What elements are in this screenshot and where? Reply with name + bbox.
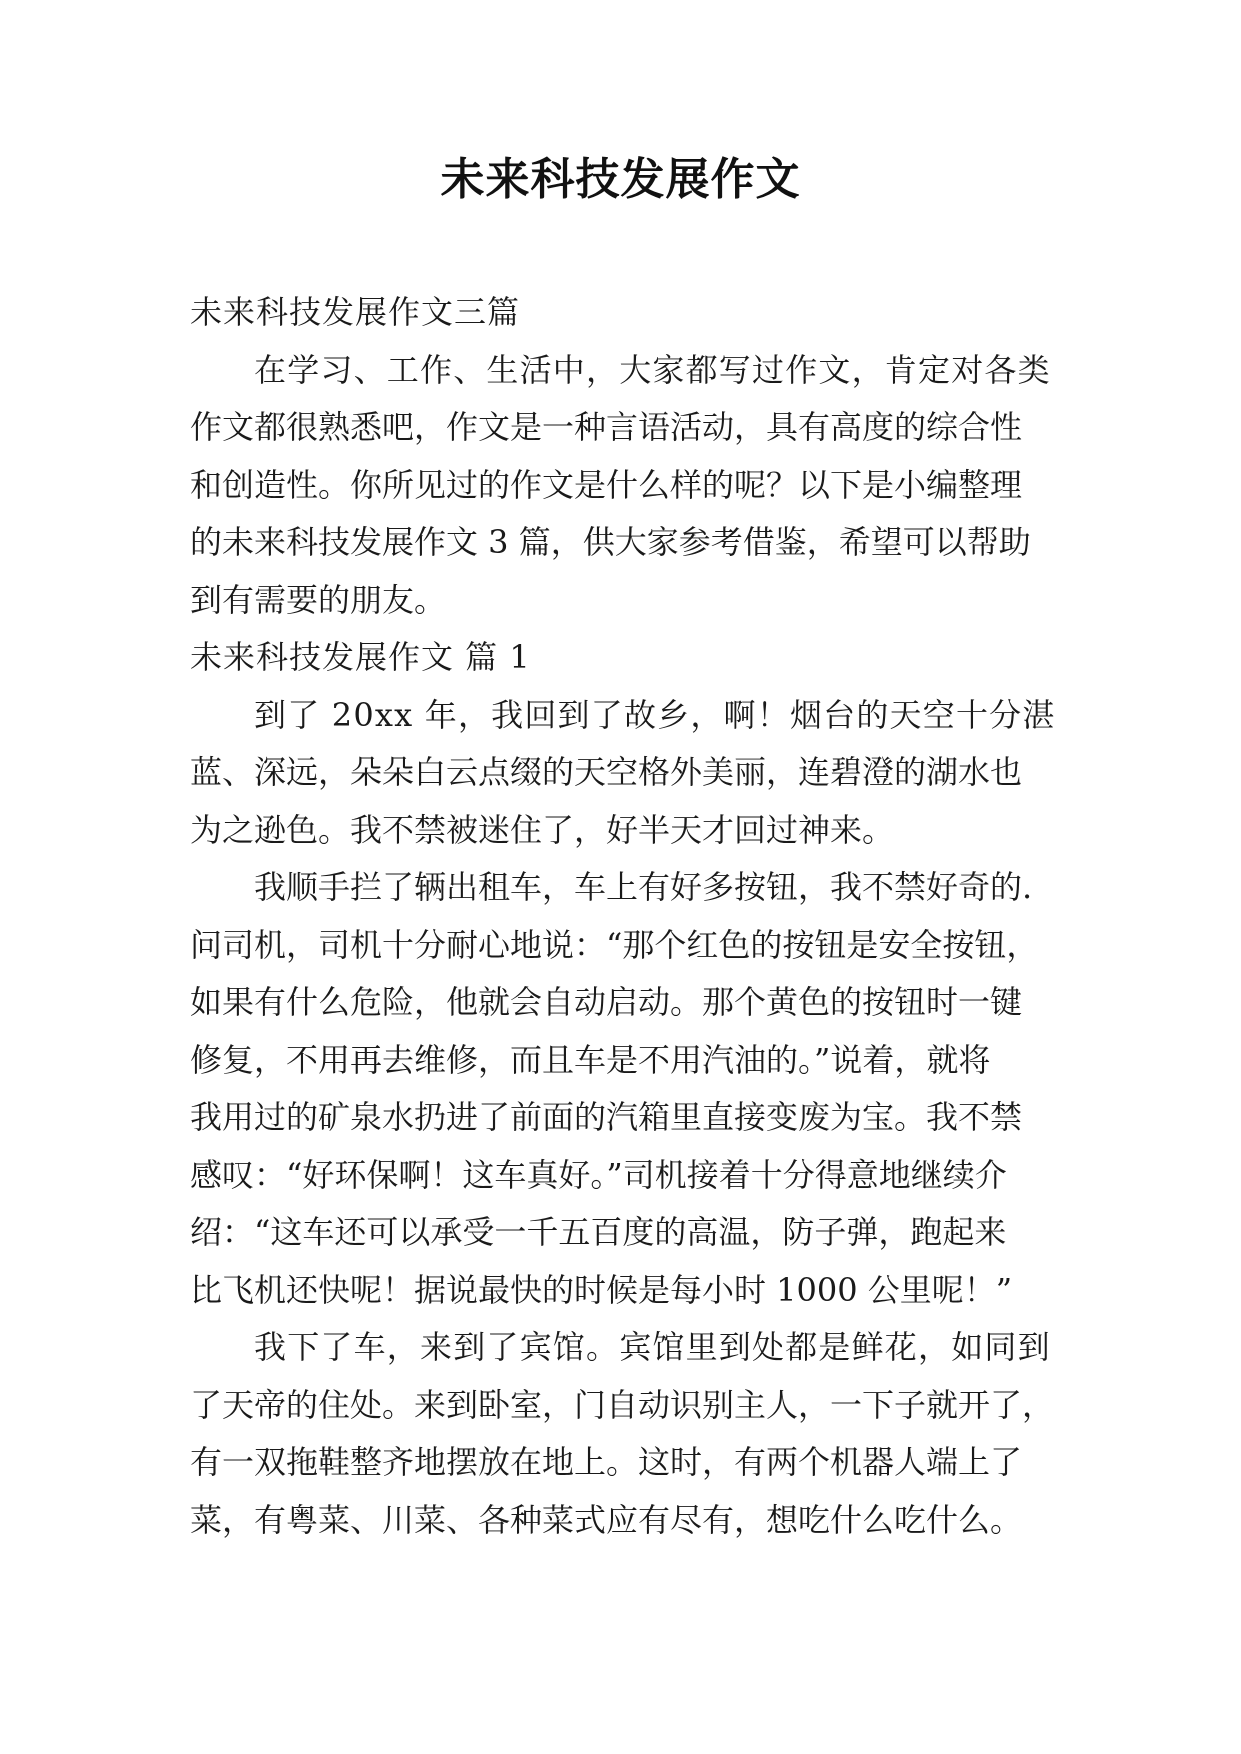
document-body xyxy=(190,284,1066,1549)
text-line: 和创造性。你所见过的作文是什么样的呢？以下是小编整理 xyxy=(190,465,1023,504)
text-line: 为之逊色。我不禁被迷住了，好半天才回过神来。 xyxy=(190,810,895,849)
text-line: 菜，有粤菜、川菜、各种菜式应有尽有，想吃什么吃什么。 xyxy=(190,1500,1023,1539)
text-line: 了天帝的住处。来到卧室，门自动识别主人，一下子就开了， xyxy=(190,1385,1055,1424)
text-line: 如果有什么危险，他就会自动启动。那个黄色的按钮时一键 xyxy=(190,983,1023,1021)
text-line: 的未来科技发展作文 3 篇，供大家参考借鉴，希望可以帮助 xyxy=(190,523,1031,561)
text-line: 我顺手拦了辆出租车，车上有好多按钮，我不禁好奇的. xyxy=(254,868,1033,906)
text-line: 我用过的矿泉水扔进了前面的汽箱里直接变废为宝。我不禁 xyxy=(190,1098,1023,1136)
text-line: 感叹：“好环保啊！这车真好。”司机接着十分得意地继续介 xyxy=(190,1155,1007,1194)
text-line: 在学习、工作、生活中，大家都写过作文，肯定对各类 xyxy=(254,350,1051,389)
text-line: 到了 20xx 年，我回到了故乡，啊！烟台的天空十分湛 xyxy=(254,695,1056,734)
text-line: 作文都很熟悉吧，作文是一种言语活动，具有高度的综合性 xyxy=(190,408,1023,446)
text-line: 比飞机还快呢！据说最快的时候是每小时 1000 公里呢！” xyxy=(190,1270,1013,1309)
text-line: 有一双拖鞋整齐地摆放在地上。这时，有两个机器人端上了 xyxy=(190,1443,1023,1481)
text-line: 我下了车，来到了宾馆。宾馆里到处都是鲜花，如同到 xyxy=(254,1328,1051,1366)
text-line: 问司机，司机十分耐心地说：“那个红色的按钮是安全按钮， xyxy=(190,925,1039,964)
text-line: 修复，不用再去维修，而且车是不用汽油的。”说着，就将 xyxy=(190,1040,991,1079)
text-line: 蓝、深远，朵朵白云点缀的天空格外美丽，连碧澄的湖水也 xyxy=(190,753,1023,791)
text-line: 未来科技发展作文 篇 1 xyxy=(190,638,531,676)
text-line: 到有需要的朋友。 xyxy=(190,580,447,619)
document-title: 未来科技发展作文 xyxy=(440,154,801,205)
text-line: 绍：“这车还可以承受一千五百度的高温，防子弹，跑起来 xyxy=(190,1213,1007,1251)
text-line: 未来科技发展作文三篇 xyxy=(190,293,521,331)
